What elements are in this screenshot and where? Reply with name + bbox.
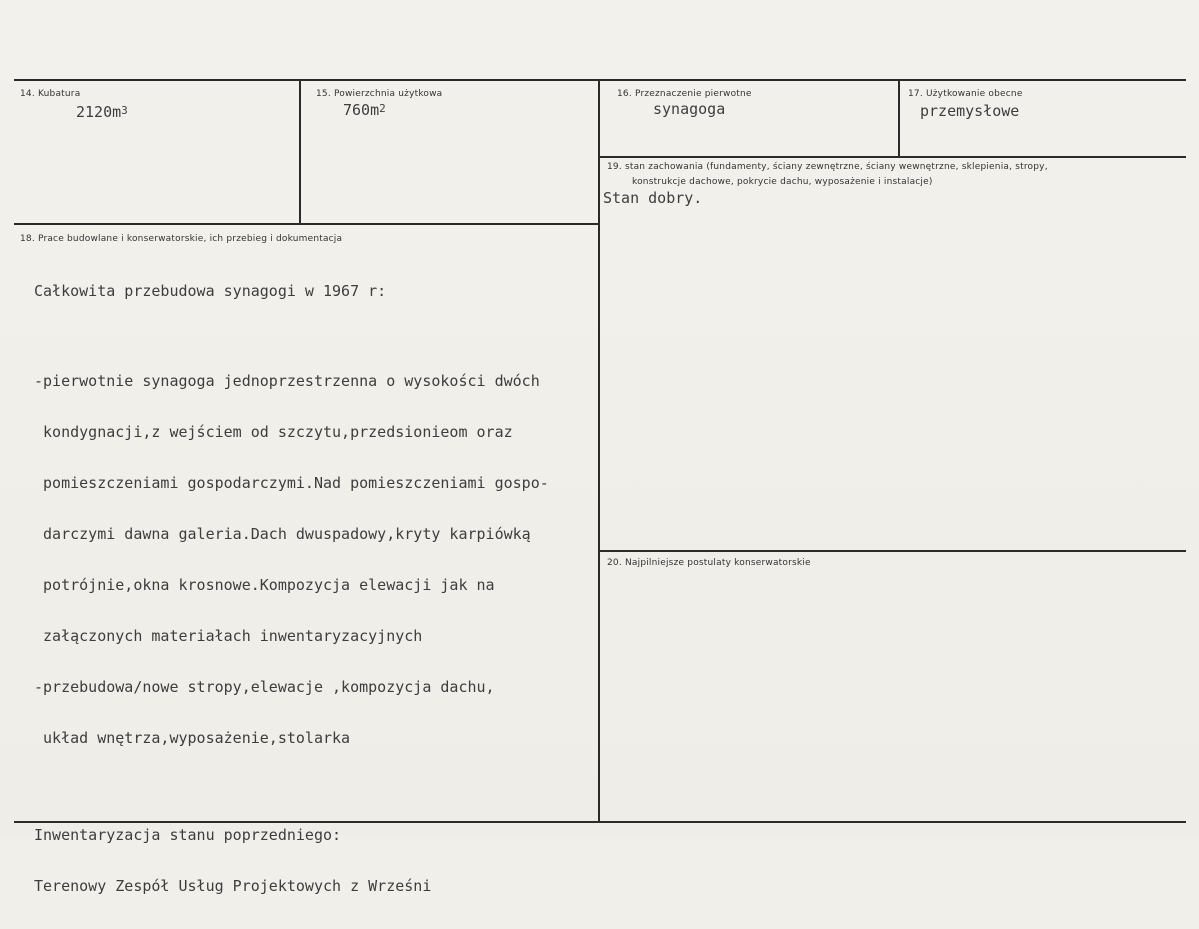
prace-line: potrójnie,okna krosnowe.Kompozycja elewacji jak na: [34, 576, 495, 594]
uzytkowanie-label: 17. Użytkowanie obecne: [908, 89, 1023, 99]
postulaty-label: 20. Najpilniejsze postulaty konserwatorskie: [607, 558, 811, 568]
prace-line: darczymi dawna galeria.Dach dwuspadowy,kryty karpiówką: [34, 525, 531, 543]
powierzchnia-number: 760m: [343, 101, 380, 119]
prace-line: [34, 781, 549, 793]
przeznaczenie-value: synagoga: [653, 100, 726, 118]
section-20-top-line: [600, 550, 1186, 552]
prace-label: 18. Prace budowlane i konserwatorskie, ich przebieg i dokumentacja: [20, 234, 343, 244]
prace-line: układ wnętrza,wyposażenie,stolarka: [34, 729, 351, 747]
divider-16-17: [898, 80, 900, 157]
powierzchnia-label: 15. Powierzchnia użytkowa: [316, 89, 443, 99]
row1-bottom-line-left: [14, 223, 599, 225]
prace-line: [34, 334, 549, 339]
prace-line: załączonych materiałach inwentaryzacyjnych: [34, 627, 423, 645]
center-divider: [598, 80, 600, 822]
stan-label-line2: konstrukcje dachowe, pokrycie dachu, wyposażenie i instalacje): [632, 177, 933, 187]
kubatura-label: 14. Kubatura: [20, 89, 81, 99]
powierzchnia-value: [343, 102, 386, 120]
divider-14-15: [299, 80, 301, 224]
kubatura-exponent: 3: [121, 104, 128, 117]
przeznaczenie-label: 16. Przeznaczenie pierwotne: [617, 89, 752, 99]
prace-line: Całkowita przebudowa synagogi w 1967 r:: [34, 282, 387, 300]
stan-label-line1: 19. stan zachowania (fundamenty, ściany zewnętrzne, ściany wewnętrzne, sklepienia, stropy,: [607, 162, 1048, 172]
stan-value: Stan dobry.: [603, 189, 703, 207]
powierzchnia-exponent: 2: [379, 102, 386, 115]
row1-bottom-line-right: [600, 156, 1186, 158]
prace-text: [34, 249, 549, 929]
prace-line: Inwentaryzacja stanu poprzedniego:: [34, 826, 342, 844]
kubatura-number: 2120m: [76, 103, 122, 121]
prace-line: kondygnacji,z wejściem od szczytu,przedsionieom oraz: [34, 423, 513, 441]
top-border-line: [14, 79, 1186, 81]
prace-line: Terenowy Zespół Usług Projektowych z Wrześni: [34, 877, 432, 895]
prace-line: -pierwotnie synagoga jednoprzestrzenna o wysokości dwóch: [34, 372, 540, 390]
kubatura-value: [76, 104, 128, 122]
prace-line: pomieszczeniami gospodarczymi.Nad pomieszczeniami gospo-: [34, 474, 549, 492]
uzytkowanie-value: przemysłowe: [920, 102, 1020, 120]
prace-line: -przebudowa/nowe stropy,elewacje ,kompozycja dachu,: [34, 678, 495, 696]
